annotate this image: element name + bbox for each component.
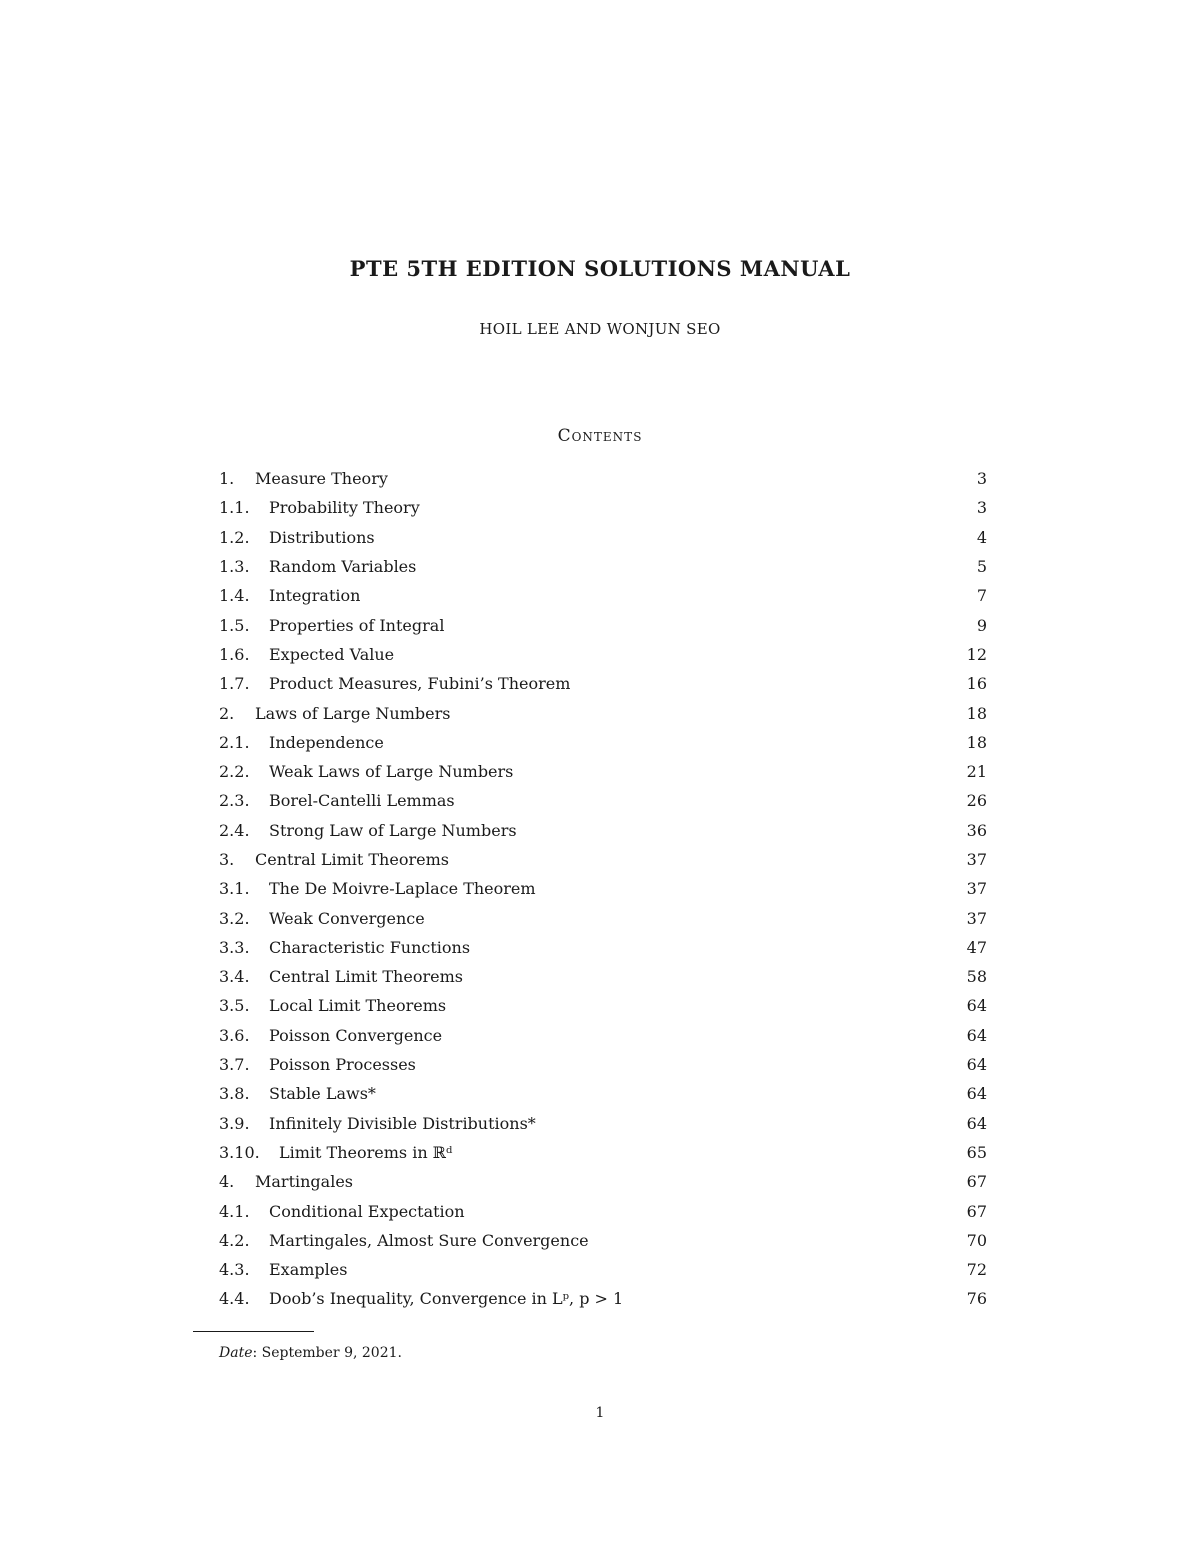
- toc-entry-number: 2.1.: [219, 732, 250, 752]
- toc-entry[interactable]: [219, 552, 987, 581]
- toc-entry-title: Examples: [269, 1260, 348, 1280]
- toc-entry-title: The De Moivre-Laplace Theorem: [269, 879, 536, 899]
- toc-entry[interactable]: [219, 728, 987, 757]
- toc-entry-number: 1.6.: [219, 644, 250, 664]
- toc-entry-title: Conditional Expectation: [269, 1201, 465, 1221]
- toc-entry-title: Measure Theory: [255, 469, 388, 489]
- toc-entry-title: Central Limit Theorems: [255, 850, 449, 869]
- toc-entry-title: Characteristic Functions: [269, 937, 471, 957]
- toc-entry-page: 9: [976, 615, 987, 635]
- toc-entry-title: Distributions: [269, 527, 375, 547]
- toc-entry-page: 18: [966, 732, 987, 752]
- toc-entry[interactable]: [219, 523, 987, 552]
- toc-entry-number: 3.: [219, 850, 235, 869]
- toc-entry-left: [219, 909, 425, 928]
- toc-entry[interactable]: [219, 1021, 987, 1050]
- toc-entry-page: 21: [966, 762, 987, 782]
- toc-entry[interactable]: [219, 786, 987, 815]
- toc-entry-left: [219, 996, 446, 1015]
- toc-entry-number: 3.6.: [219, 1025, 250, 1045]
- toc-entry-title: Strong Law of Large Numbers: [269, 820, 517, 840]
- toc-entry-page: 3: [976, 469, 987, 489]
- toc-entry-number: 1.5.: [219, 615, 250, 635]
- toc-entry-title: Central Limit Theorems: [269, 967, 463, 987]
- toc-entry-number: 3.7.: [219, 1055, 250, 1075]
- toc-entry-number: 3.4.: [219, 967, 250, 987]
- toc-entry-left: [219, 1172, 353, 1191]
- toc-entry-title: Laws of Large Numbers: [255, 703, 451, 723]
- toc-entry[interactable]: [219, 874, 987, 903]
- toc-entry-number: 3.9.: [219, 1113, 250, 1133]
- toc-entry-title: Limit Theorems in ℝᵈ: [279, 1142, 453, 1162]
- toc-entry-number: 3.1.: [219, 879, 250, 899]
- footnote-text: : September 9, 2021.: [252, 1345, 402, 1361]
- toc-entry-left: [219, 879, 536, 898]
- toc-entry-number: 2.4.: [219, 820, 250, 840]
- toc-entry[interactable]: [219, 903, 987, 932]
- toc-entry-page: 16: [966, 674, 987, 694]
- toc-entry-left: [219, 528, 375, 547]
- toc-entry-title: Weak Laws of Large Numbers: [269, 762, 514, 782]
- toc-entry-number: 1.2.: [219, 527, 250, 547]
- toc-entry-left: [219, 674, 570, 693]
- toc-entry-page: 4: [976, 527, 987, 547]
- toc-entry[interactable]: [219, 1050, 987, 1079]
- toc-entry-title: Martingales: [255, 1172, 353, 1192]
- toc-entry-page: 5: [976, 557, 987, 577]
- toc-entry-left: [219, 1289, 623, 1308]
- toc-entry-left: [219, 850, 449, 869]
- toc-entry-page: 64: [966, 1084, 987, 1104]
- toc-entry-number: 4.3.: [219, 1260, 250, 1280]
- toc-entry[interactable]: [219, 816, 987, 845]
- toc-entry[interactable]: [219, 698, 987, 727]
- toc-entry-title: Stable Laws*: [269, 1084, 376, 1104]
- toc-entry-left: [219, 733, 384, 752]
- toc-entry-page: 37: [966, 879, 987, 899]
- toc-entry-number: 2.: [219, 703, 235, 723]
- toc-entry-page: 64: [966, 1025, 987, 1045]
- toc-entry[interactable]: [219, 1167, 987, 1196]
- toc-entry-page: 26: [966, 791, 987, 811]
- toc-entry-title: Random Variables: [269, 557, 417, 577]
- toc-entry[interactable]: [219, 464, 987, 493]
- toc-entry-title: Expected Value: [269, 644, 395, 664]
- toc-entry-left: [219, 1231, 589, 1250]
- toc-entry-number: 1.7.: [219, 674, 250, 694]
- toc-entry-page: 36: [966, 820, 987, 840]
- toc-entry[interactable]: [219, 1138, 987, 1167]
- toc-entry-page: 64: [966, 996, 987, 1016]
- toc-entry-number: 4.4.: [219, 1289, 250, 1309]
- toc-entry-left: [219, 967, 463, 986]
- toc-entry[interactable]: [219, 1079, 987, 1108]
- toc-entry-page: 7: [976, 586, 987, 606]
- toc-entry-left: [219, 704, 450, 723]
- toc-entry[interactable]: [219, 1255, 987, 1284]
- contents-heading: Contents: [557, 426, 643, 446]
- toc-entry[interactable]: [219, 1226, 987, 1255]
- footnote-label: Date: [219, 1345, 253, 1361]
- toc-entry[interactable]: [219, 669, 987, 698]
- toc-entry-left: [219, 762, 513, 781]
- toc-entry-title: Integration: [269, 586, 361, 606]
- toc-entry-page: 64: [966, 1055, 987, 1075]
- toc-entry[interactable]: [219, 1284, 987, 1313]
- toc-entry-left: [219, 1202, 465, 1221]
- toc-entry[interactable]: [219, 991, 987, 1020]
- toc-entry-title: Local Limit Theorems: [269, 996, 447, 1016]
- toc-entry-left: [219, 1114, 536, 1133]
- toc-entry-page: 37: [966, 908, 987, 928]
- toc-entry[interactable]: [219, 1109, 987, 1138]
- toc-entry[interactable]: [219, 845, 987, 874]
- toc-entry-left: [219, 616, 444, 635]
- toc-entry-title: Poisson Processes: [269, 1055, 416, 1075]
- toc-entry[interactable]: [219, 757, 987, 786]
- page-number: 1: [595, 1405, 605, 1421]
- toc-entry-number: 1.3.: [219, 557, 250, 577]
- toc-entry-number: 1.4.: [219, 586, 250, 606]
- toc-entry-left: [219, 1260, 347, 1279]
- toc-entry-page: 37: [966, 850, 987, 869]
- toc-entry-page: 3: [976, 498, 987, 518]
- toc-entry[interactable]: [219, 581, 987, 610]
- table-of-contents: [219, 464, 987, 1314]
- toc-entry-title: Infinitely Divisible Distributions*: [269, 1113, 536, 1133]
- toc-entry-left: [219, 1143, 452, 1162]
- toc-entry-left: [219, 821, 517, 840]
- toc-entry-title: Martingales, Almost Sure Convergence: [269, 1230, 589, 1250]
- toc-entry-title: Independence: [269, 732, 384, 752]
- toc-entry-page: 76: [966, 1289, 987, 1309]
- toc-entry-number: 4.: [219, 1172, 235, 1192]
- toc-entry-number: 3.8.: [219, 1084, 250, 1104]
- toc-entry-page: 12: [966, 644, 987, 664]
- toc-entry-title: Product Measures, Fubini’s Theorem: [269, 674, 571, 694]
- toc-entry-title: Poisson Convergence: [269, 1025, 443, 1045]
- toc-entry-number: 2.3.: [219, 791, 250, 811]
- toc-entry[interactable]: [219, 493, 987, 522]
- toc-entry-left: [219, 938, 470, 957]
- toc-entry-page: 70: [966, 1230, 987, 1250]
- toc-entry-left: [219, 557, 416, 576]
- toc-entry-number: 3.2.: [219, 908, 250, 928]
- toc-entry-left: [219, 1084, 376, 1103]
- toc-entry-number: 1.1.: [219, 498, 250, 518]
- toc-entry[interactable]: [219, 610, 987, 639]
- document-title: PTE 5TH EDITION SOLUTIONS MANUAL: [349, 256, 851, 281]
- toc-entry-number: 3.10.: [219, 1142, 260, 1162]
- toc-entry-page: 47: [966, 937, 987, 957]
- toc-entry-number: 3.3.: [219, 937, 250, 957]
- footnote-rule: [193, 1331, 314, 1332]
- toc-entry-title: Probability Theory: [269, 498, 420, 518]
- toc-entry[interactable]: [219, 640, 987, 669]
- toc-entry-page: 58: [966, 967, 987, 987]
- toc-entry[interactable]: [219, 1196, 987, 1225]
- toc-entry-left: [219, 586, 360, 605]
- toc-entry-number: 3.5.: [219, 996, 250, 1016]
- toc-entry-left: [219, 498, 420, 517]
- toc-entry-title: Properties of Integral: [269, 615, 445, 635]
- toc-entry-left: [219, 469, 388, 488]
- toc-entry-page: 67: [966, 1172, 987, 1192]
- toc-entry-number: 1.: [219, 469, 235, 489]
- toc-entry-left: [219, 791, 455, 810]
- toc-entry-number: 4.1.: [219, 1201, 250, 1221]
- toc-entry[interactable]: [219, 933, 987, 962]
- toc-entry-left: [219, 645, 394, 664]
- toc-entry-page: 72: [966, 1260, 987, 1280]
- toc-entry-number: 4.2.: [219, 1230, 250, 1250]
- toc-entry-page: 64: [966, 1113, 987, 1133]
- toc-entry-page: 18: [966, 703, 987, 723]
- toc-entry-left: [219, 1055, 416, 1074]
- toc-entry-page: 67: [966, 1201, 987, 1221]
- toc-entry-left: [219, 1026, 442, 1045]
- toc-entry-page: 65: [966, 1142, 987, 1162]
- document-authors: HOIL LEE AND WONJUN SEO: [479, 320, 721, 338]
- toc-entry-title: Borel-Cantelli Lemmas: [269, 791, 455, 811]
- toc-entry[interactable]: [219, 962, 987, 991]
- footnote: [219, 1345, 402, 1361]
- toc-entry-title: Weak Convergence: [269, 908, 425, 928]
- toc-entry-number: 2.2.: [219, 762, 250, 782]
- toc-entry-title: Doob’s Inequality, Convergence in Lᵖ, p > 1: [269, 1289, 624, 1309]
